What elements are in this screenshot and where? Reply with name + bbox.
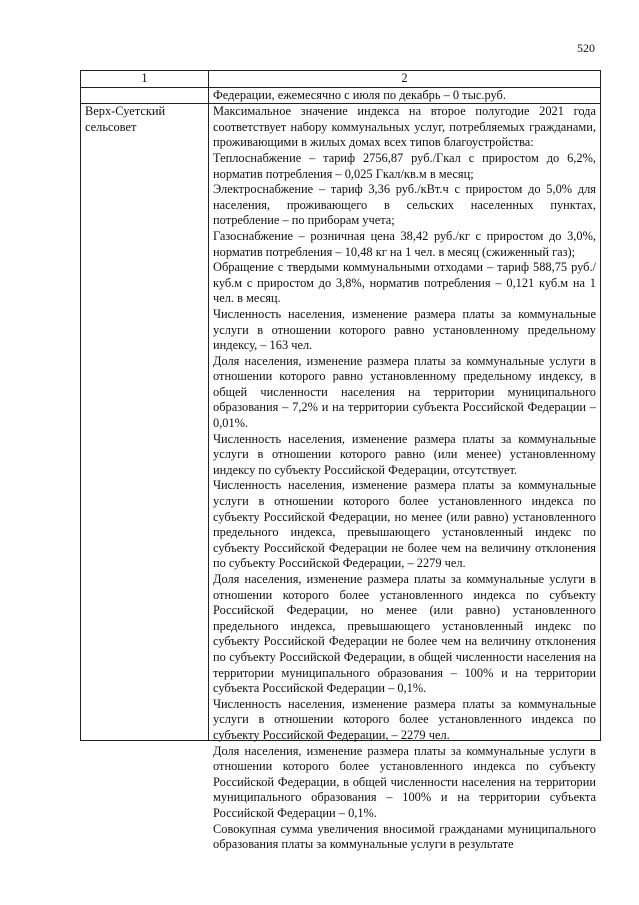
- paragraph-total-increase: Совокупная сумма увеличения вносимой гражданами муниципального образования платы за коммунальные услуги в результате: [213, 821, 596, 852]
- continuation-row: [81, 87, 601, 104]
- continuation-text: Федерации, ежемесячно с июля по декабрь – 0 тыс.руб.: [209, 87, 601, 104]
- paragraph-gas-supply: Газоснабжение – розничная цена 38,42 руб./кг с приростом до 3,0%, норматив потребления – 10,48 кг на 1 чел. в месяц (сжиженный газ);: [213, 228, 596, 259]
- continuation-empty-cell: [81, 87, 209, 104]
- paragraph-population-equal-or-less: Численность населения, изменение размера платы за коммунальные услуги в отношении которого равно (или менее) установленному индексу по субъекту Российской Федерации, отсутствует.: [213, 431, 596, 477]
- paragraph-electricity: Электроснабжение – тариф 3,36 руб./кВт.ч с приростом до 5,0% для населения, проживающего в сельских населенных пунктах, потребление – по приборам учета;: [213, 182, 596, 228]
- paragraph-index-summary: Максимальное значение индекса на второе полугодие 2021 года соответствует набору коммунальных услуг, потребляемых гражданами, проживающими в жилых домах всех типов благоустройства:: [213, 104, 596, 150]
- column-1-header: 1: [81, 71, 209, 88]
- paragraph-population-equal-limit: Численность населения, изменение размера платы за коммунальные услуги в отношении которого равно установленному предельному индексу, – 163 чел.: [213, 306, 596, 353]
- paragraph-share-above-index: Доля населения, изменение размера платы за коммунальные услуги в отношении которого более установленного индекса по субъекту Российской Федерации, но менее (или равно) установленного предельного индекса, превышающего установленный индекс по субъекту Российской Федерации не более чем на величину отклонения по субъекту Российской Федерации, в общей численности населения на территории муниципального образования – 100% и на территории субъекта Российской Федерации – 0,1%.: [213, 572, 596, 696]
- paragraph-population-exceeding: Численность населения, изменение размера платы за коммунальные услуги в отношении которого более установленного индекса по субъекту Российской Федерации, – 2279 чел.: [213, 696, 596, 742]
- district-row: [81, 104, 601, 741]
- column-2-header: 2: [209, 71, 601, 88]
- page-number: 520: [577, 41, 595, 55]
- paragraph-population-above-index: Численность населения, изменение размера платы за коммунальные услуги в отношении которого более установленного индекса по субъекту Российской Федерации, но менее (или равно) установленного предельного индекса, превышающего установленный индекс по субъекту Российской Федерации не более чем на величину отклонения по субъекту Российской Федерации, – 2279 чел.: [213, 478, 596, 571]
- paragraph-share-exceeding: Доля населения, изменение размера платы за коммунальные услуги в отношении которого более установленного индекса по субъекту Российской Федерации, в общей численности населения на территории муниципального образования – 100% и на территории субъекта Российской Федерации – 0,1%.: [213, 743, 596, 820]
- district-name: Верх-Суетский сельсовет: [81, 104, 209, 741]
- paragraph-solid-waste: Обращение с твердыми коммунальными отходами – тариф 588,75 руб./куб.м с приростом до 3,8%, норматив потребления – 0,121 куб.м на 1 чел. в месяц.: [213, 260, 596, 306]
- paragraph-heat-supply: Теплоснабжение – тариф 2756,87 руб./Гкал с приростом до 6,2%, норматив потребления – 0,025 Гкал/кв.м в месяц;: [213, 150, 596, 181]
- paragraph-share-equal-limit: Доля населения, изменение размера платы за коммунальные услуги в отношении которого равно установленному предельному индексу, в общей численности населения на территории муниципального образования – 7,2% и на территории субъекта Российской Федерации – 0,01%.: [213, 353, 596, 431]
- district-details-cell: [209, 104, 601, 852]
- table-header-row: [81, 71, 601, 88]
- document-table: [80, 70, 601, 852]
